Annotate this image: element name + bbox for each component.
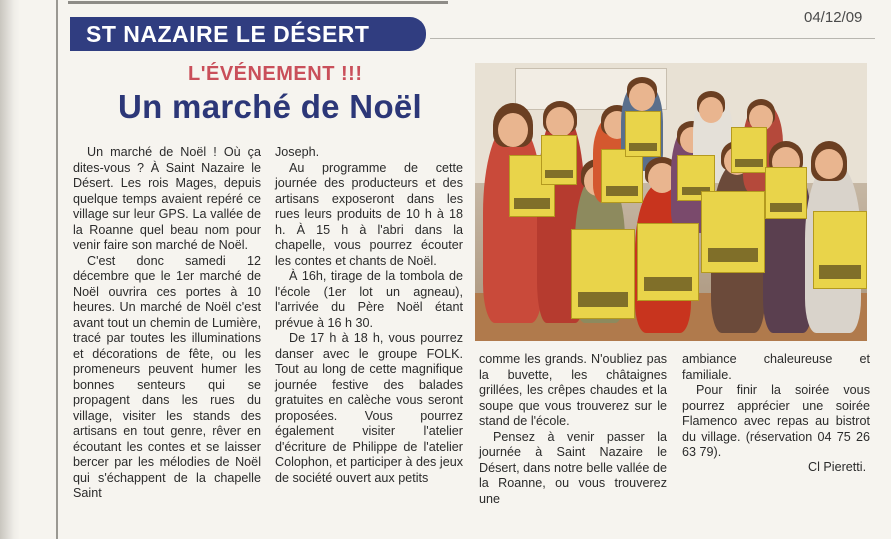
article-column-2 bbox=[275, 145, 463, 486]
paragraph: Pensez à venir passer la journée à Saint Nazaire le Désert, dans notre belle vallée de la Roanne, ou vous trouverez une bbox=[479, 429, 667, 506]
article-kicker: L'ÉVÉNEMENT !!! bbox=[188, 63, 363, 85]
poster bbox=[625, 111, 661, 157]
date-stamp: 04/12/09 bbox=[804, 9, 863, 26]
child-head bbox=[498, 113, 528, 147]
child-figure bbox=[483, 123, 543, 323]
child-head bbox=[546, 107, 574, 137]
top-rule bbox=[68, 1, 448, 4]
child-head bbox=[629, 83, 655, 111]
child-head bbox=[815, 149, 843, 179]
paragraph: C'est donc samedi 12 décembre que le 1er marché de Noël ouvrira ces portes à 10 heures. Un marché de Noël c'est avant tout un chemin de Lumière, tracé par toutes les illuminations et décorations de fête, ou les promeneurs peuvent humer les bonnes senteurs qui se propagent dans les rues du village, visiter les stands des artisans en tout genre, rêver en écoutant les contes et se laisser bercer par les mélodies de Noël qui s'échappent de la chapelle Saint bbox=[73, 253, 261, 500]
article-photo bbox=[475, 63, 867, 341]
article-signature: Cl Pieretti. bbox=[808, 460, 867, 474]
margin-rule bbox=[56, 0, 58, 539]
section-banner: ST NAZAIRE LE DÉSERT bbox=[70, 17, 426, 51]
child-head bbox=[699, 97, 723, 123]
article-column-3 bbox=[479, 352, 667, 507]
poster bbox=[637, 223, 699, 301]
paragraph: Joseph. bbox=[275, 145, 320, 159]
page-edge-shadow bbox=[0, 0, 20, 539]
poster bbox=[813, 211, 867, 289]
paragraph: Au programme de cette journée des producteurs et des artisans exposeront dans les rues leurs produits de 10 h à 18 h. À 15 h à l'abri dans la chapelle, vous pourrez écouter les contes et chants de Noël. bbox=[275, 160, 463, 268]
paragraph: Pour finir la soirée vous pourrez apprécier une soirée Flamenco avec repas au bistrot du village. (réservation 04 75 26 63 79). bbox=[682, 383, 870, 459]
paragraph: Un marché de Noël ! Où ça dites-vous ? À Saint Nazaire le Désert. Les rois Mages, depuis quelque temps avaient repéré ce village sur leur GPS. La vallée de la Roanne quel beau nom pour venir faire son marché de Noël. bbox=[73, 145, 261, 252]
poster bbox=[701, 191, 765, 273]
paragraph: De 17 h à 18 h, vous pourrez danser avec le groupe FOLK. Tout au long de cette magnifique journée festive des balades gratuites en calèche vous seront proposées. Vous pourrez également visiter l'atelier d'écriture de Philippe de l'atelier Colophon, et participer à des jeux de société ouvert aux petits bbox=[275, 331, 463, 485]
article-column-1 bbox=[73, 145, 261, 502]
article-column-4 bbox=[682, 352, 870, 461]
poster bbox=[571, 229, 635, 319]
paragraph: ambiance chaleureuse et familiale. bbox=[682, 352, 870, 382]
banner-rule bbox=[430, 38, 875, 39]
poster bbox=[731, 127, 767, 173]
paragraph: comme les grands. N'oubliez pas la buvette, les châtaignes grillées, les crêpes chaudes et la soupe que vous trouverez sur le stand de l'école. bbox=[479, 352, 667, 428]
poster bbox=[601, 149, 643, 203]
paragraph: À 16h, tirage de la tombola de l'école (1er lot un agneau), l'arrivée du Père Noël étant prévue à 16 h 30. bbox=[275, 269, 463, 330]
poster bbox=[765, 167, 807, 219]
article-headline: Un marché de Noël bbox=[118, 88, 423, 125]
poster bbox=[541, 135, 577, 185]
